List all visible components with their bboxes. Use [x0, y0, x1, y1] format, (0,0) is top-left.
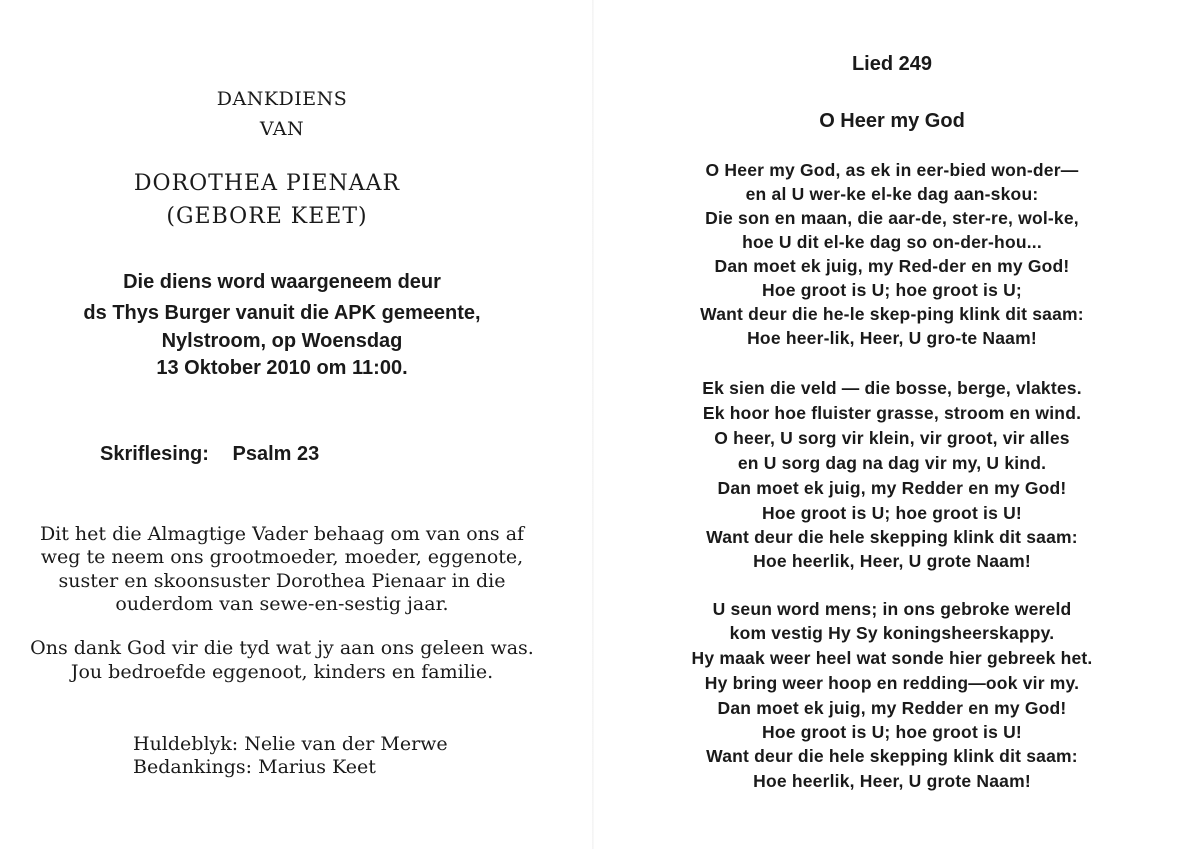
verse-3-line: U seun word mens; in ons gebroke wereld — [712, 599, 1072, 619]
verse-3-line: Dan moet ek juig, my Redder en my God! — [717, 698, 1067, 718]
verse-3-line: Hoe groot is U; hoe groot is U! — [762, 722, 1022, 742]
notice-line: ouderdom van sewe-en-sestig jaar. — [115, 593, 449, 615]
verse-2-line: en U sorg dag na dag vir my, U kind. — [737, 453, 1047, 473]
service-heading: DANKDIENS — [216, 88, 348, 110]
right-page — [600, 0, 1200, 849]
verse-3-line: Hoe heerlik, Heer, U grote Naam! — [753, 771, 1031, 791]
verse-1-line: en al U wer-ke el-ke dag aan-skou: — [745, 184, 1039, 204]
thanks-credit: Bedankings: Marius Keet — [133, 756, 376, 778]
notice-line: suster en skoonsuster Dorothea Pienaar in die — [58, 570, 506, 592]
service-line: ds Thys Burger vanuit die APK gemeente, — [83, 302, 481, 324]
verse-2-line: O heer, U sorg vir klein, vir groot, vir alles — [714, 428, 1070, 448]
verse-2-line: Ek hoor hoe fluister grasse, stroom en wind. — [702, 403, 1082, 423]
deceased-maiden-name: (GEBORE KEET) — [166, 204, 368, 229]
notice-line: weg te neem ons grootmoeder, moeder, eggenote, — [40, 546, 524, 568]
verse-2-line: Ek sien die veld — die bosse, berge, vlaktes. — [702, 378, 1082, 398]
verse-1-line: Dan moet ek juig, my Red-der en my God! — [714, 256, 1070, 276]
verse-3-line: kom vestig Hy Sy koningsheerskappy. — [729, 623, 1055, 643]
verse-3-line: Hy bring weer hoop en redding—ook vir my. — [704, 673, 1080, 693]
verse-2-line: Want deur die hele skepping klink dit saam: — [706, 527, 1078, 547]
verse-3-line: Hy maak weer heel wat sonde hier gebreek het. — [691, 648, 1093, 668]
page-fold — [592, 0, 594, 849]
service-line: Nylstroom, op Woensdag — [161, 330, 403, 352]
scripture-reading — [100, 443, 319, 466]
thanks-line: Jou bedroefde eggenoot, kinders en familie. — [70, 661, 494, 683]
verse-2-line: Hoe groot is U; hoe groot is U! — [762, 503, 1022, 523]
tribute-credit: Huldeblyk: Nelie van der Merwe — [133, 733, 448, 755]
service-heading-van: VAN — [259, 118, 305, 140]
notice-line: Dit het die Almagtige Vader behaag om van ons af — [39, 523, 525, 545]
hymn-number: Lied 249 — [851, 53, 933, 75]
verse-2-line: Dan moet ek juig, my Redder en my God! — [717, 478, 1067, 498]
left-page — [0, 0, 590, 849]
verse-1-line: hoe U dit el-ke dag so on-der-hou... — [742, 232, 1042, 252]
thanks-line: Ons dank God vir die tyd wat jy aan ons geleen was. — [30, 637, 534, 659]
verse-1-line: Die son en maan, die aar-de, ster-re, wol-ke, — [705, 208, 1079, 228]
verse-1-line: Want deur die he-le skep-ping klink dit saam: — [700, 304, 1084, 324]
verse-3-line: Want deur die hele skepping klink dit saam: — [706, 746, 1078, 766]
verse-1-line: Hoe heer-lik, Heer, U gro-te Naam! — [747, 328, 1037, 348]
hymn-title: O Heer my God — [819, 110, 965, 132]
deceased-name: DOROTHEA PIENAAR — [133, 171, 401, 196]
verse-2-line: Hoe heerlik, Heer, U grote Naam! — [753, 551, 1031, 571]
verse-1-line: O Heer my God, as ek in eer-bied won-der— — [705, 160, 1079, 180]
service-line: 13 Oktober 2010 om 11:00. — [156, 357, 408, 379]
verse-1-line: Hoe groot is U; hoe groot is U; — [762, 280, 1022, 300]
scripture-reference: Psalm 23 — [232, 443, 320, 465]
service-line: Die diens word waargeneem deur — [123, 271, 441, 293]
scripture-label: Skriflesing: — [100, 443, 209, 465]
